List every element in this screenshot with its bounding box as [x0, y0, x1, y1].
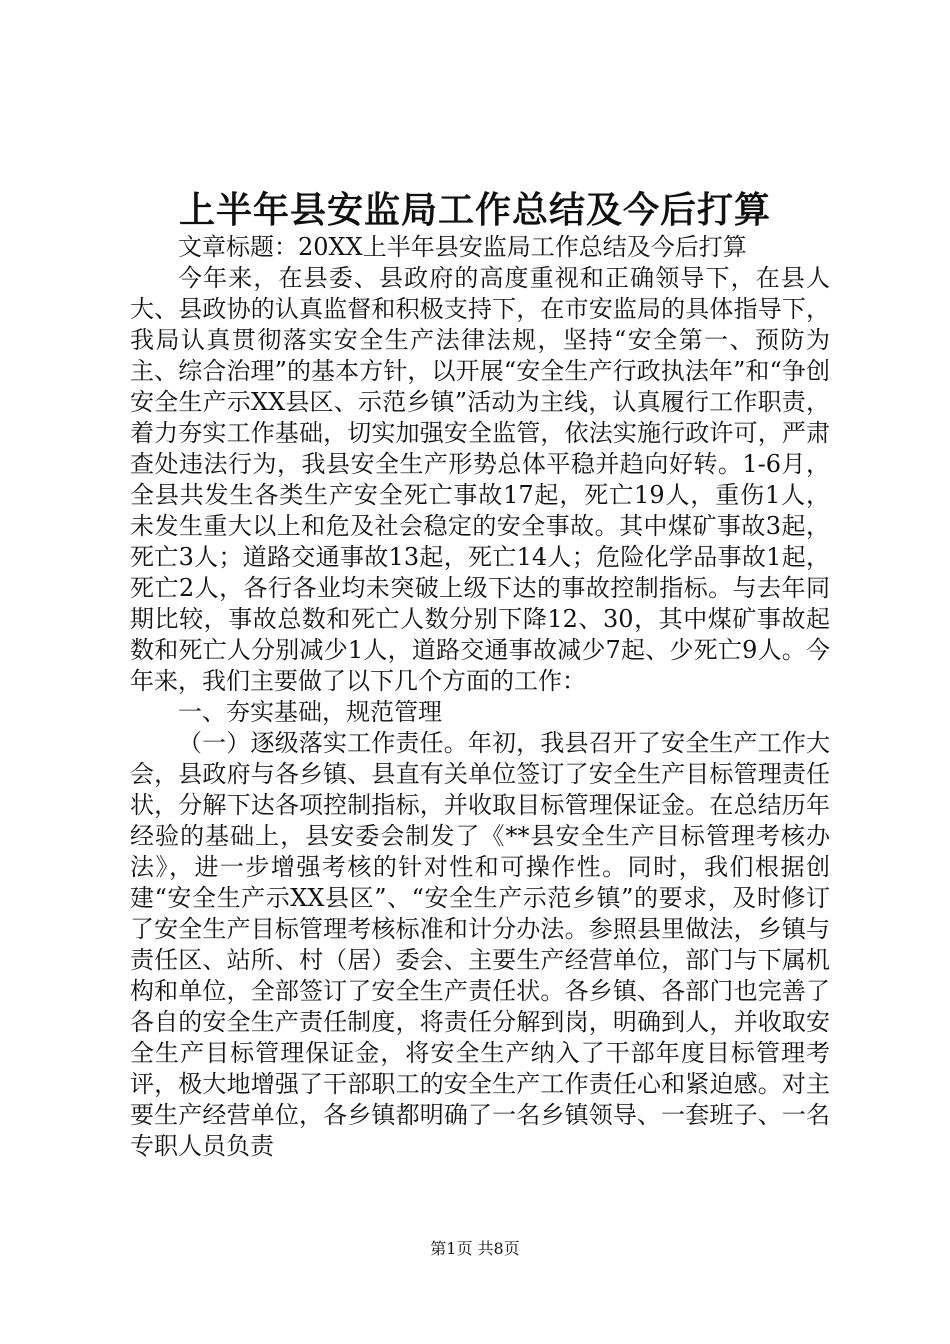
document-body	[130, 232, 830, 1162]
page-number: 第1页 共8页	[430, 1239, 520, 1258]
document-title: 上半年县安监局工作总结及今后打算	[178, 189, 771, 231]
intro-paragraph: 今年来，在县委、县政府的高度重视和正确领导下，在县人大、县政协的认真监督和积极支持下，在市安监局的具体指导下，我局认真贯彻落实安全生产法律法规，坚持“安全第一、预防为主、综合治理”的基本方针，以开展“安全生产行政执法年”和“争创安全生产示XX县区、示范乡镇”活动为主线，认真履行工作职责，着力夯实工作基础，切实加强安全监管，依法实施行政许可，严肃查处违法行为，我县安全生产形势总体平稳并趋向好转。1-6月，全县共发生各类生产安全死亡事故17起，死亡19人，重伤1人，未发生重大以上和危及社会稳定的安全事故。其中煤矿事故3起，死亡3人；道路交通事故13起，死亡14人；危险化学品事故1起，死亡2人，各行各业均未突破上级下达的事故控制指标。与去年同期比较，事故总数和死亡人数分别下降12、30，其中煤矿事故起数和死亡人分别减少1人，道路交通事故减少7起、少死亡9人。今年来，我们主要做了以下几个方面的工作：	[130, 264, 830, 695]
article-title-line: 文章标题：20XX上半年县安监局工作总结及今后打算	[178, 233, 747, 261]
responsibility-paragraph: （一）逐级落实工作责任。年初，我县召开了安全生产工作大会，县政府与各乡镇、县直有关单位签订了安全生产目标管理责任状，分解下达各项控制指标，并收取目标管理保证金。在总结历年经验的基础上，县安委会制发了《**县安全生产目标管理考核办法》，进一步增强考核的针对性和可操作性。同时，我们根据创建“安全生产示XX县区”、“安全生产示范乡镇”的要求，及时修订了安全生产目标管理考核标准和计分办法。参照县里做法，乡镇与责任区、站所、村（居）委会、主要生产经营单位，部门与下属机构和单位，全部签订了安全生产责任状。各乡镇、各部门也完善了各自的安全生产责任制度，将责任分解到岗，明确到人，并收取安全生产目标管理保证金，将安全生产纳入了干部年度目标管理考评，极大地增强了干部职工的安全生产工作责任心和紧迫感。对主要生产经营单位，各乡镇都明确了一名乡镇领导、一套班子、一名专职人员负责	[130, 729, 830, 1160]
section-heading: 一、夯实基础，规范管理	[178, 698, 442, 726]
